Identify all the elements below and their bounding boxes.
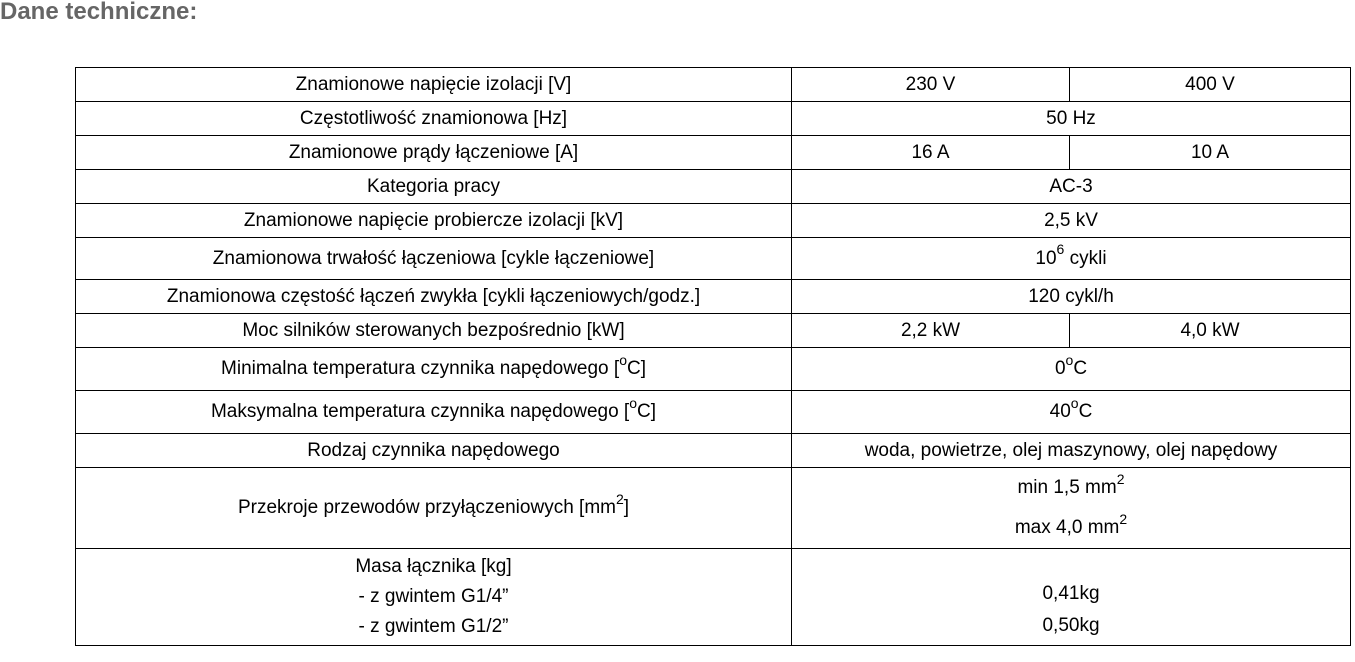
row-label bbox=[76, 391, 792, 434]
row-value: 4,0 kW bbox=[1070, 314, 1351, 348]
label-text: Przekroje przewodów przyłączeniowych [mm bbox=[237, 497, 616, 518]
value-superscript: o bbox=[1070, 394, 1079, 411]
row-value: 50 Hz bbox=[792, 102, 1351, 136]
table-row bbox=[76, 102, 1351, 136]
label-text: ] bbox=[623, 497, 630, 518]
row-value bbox=[792, 468, 1351, 549]
row-value: woda, powietrze, olej maszynowy, olej napędowy bbox=[792, 434, 1351, 468]
row-label: Znamionowe napięcie izolacji [V] bbox=[76, 68, 792, 102]
label-text: C] bbox=[637, 401, 657, 422]
row-label bbox=[76, 549, 792, 646]
table-row bbox=[76, 170, 1351, 204]
row-value bbox=[792, 549, 1351, 646]
row-value: 120 cykl/h bbox=[792, 280, 1351, 314]
table-row bbox=[76, 136, 1351, 170]
row-label: Rodzaj czynnika napędowego bbox=[76, 434, 792, 468]
table-row bbox=[76, 348, 1351, 391]
label-text: Minimalna temperatura czynnika napędowego [ bbox=[221, 358, 620, 379]
row-value bbox=[792, 238, 1351, 280]
row-label: Znamionowe napięcie probiercze izolacji [kV] bbox=[76, 204, 792, 238]
value-superscript: 2 bbox=[1119, 510, 1128, 527]
row-label: Kategoria pracy bbox=[76, 170, 792, 204]
value-max bbox=[796, 510, 1346, 539]
table-row bbox=[76, 280, 1351, 314]
label-superscript: o bbox=[619, 351, 627, 368]
row-value bbox=[792, 348, 1351, 391]
row-label: Znamionowa trwałość łączeniowa [cykle łączeniowe] bbox=[76, 238, 792, 280]
table-row bbox=[76, 549, 1351, 646]
row-label bbox=[76, 348, 792, 391]
technical-data-table bbox=[75, 67, 1351, 646]
row-value: 16 A bbox=[792, 136, 1070, 170]
table-row bbox=[76, 204, 1351, 238]
value-unit: cykli bbox=[1064, 247, 1107, 269]
row-value bbox=[792, 391, 1351, 434]
row-label: Częstotliwość znamionowa [Hz] bbox=[76, 102, 792, 136]
label-text: Maksymalna temperatura czynnika napędowego [ bbox=[210, 401, 630, 422]
value-base: 10 bbox=[1035, 247, 1057, 269]
label-superscript: 2 bbox=[615, 490, 624, 507]
mass-value-a: 0,41kg bbox=[1042, 583, 1100, 604]
row-value: 2,2 kW bbox=[792, 314, 1070, 348]
label-text: C] bbox=[626, 358, 646, 379]
value-base: max 4,0 mm bbox=[1014, 517, 1120, 538]
row-value: 400 V bbox=[1070, 68, 1351, 102]
row-label: Znamionowa częstość łączeń zwykła [cykli łączeniowych/godz.] bbox=[76, 280, 792, 314]
value-min bbox=[796, 470, 1346, 499]
row-value: 230 V bbox=[792, 68, 1070, 102]
row-value: 2,5 kV bbox=[792, 204, 1351, 238]
value-base: min 1,5 mm bbox=[1017, 477, 1117, 498]
table-row bbox=[76, 468, 1351, 549]
mass-title: Masa łącznika [kg] bbox=[355, 556, 512, 577]
value-superscript: 6 bbox=[1056, 241, 1065, 258]
value-superscript: o bbox=[1065, 351, 1074, 368]
row-value: AC-3 bbox=[792, 170, 1351, 204]
value-base: 0 bbox=[1054, 358, 1066, 379]
mass-values bbox=[796, 552, 1346, 642]
value-unit: C bbox=[1073, 358, 1088, 379]
table-row bbox=[76, 314, 1351, 348]
label-superscript: o bbox=[629, 394, 638, 411]
row-label: Znamionowe prądy łączeniowe [A] bbox=[76, 136, 792, 170]
value-superscript: 2 bbox=[1116, 470, 1125, 487]
mass-value-b: 0,50kg bbox=[1042, 615, 1100, 636]
table-row bbox=[76, 434, 1351, 468]
mass-variant-a: - z gwintem G1/4” bbox=[358, 586, 509, 607]
table-row bbox=[76, 68, 1351, 102]
section-heading: Dane techniczne: bbox=[0, 0, 198, 25]
value-base: 40 bbox=[1049, 401, 1071, 422]
row-label: Moc silników sterowanych bezpośrednio [kW] bbox=[76, 314, 792, 348]
table-row bbox=[76, 238, 1351, 280]
value-unit: C bbox=[1078, 401, 1093, 422]
mass-variant-b: - z gwintem G1/2” bbox=[358, 616, 509, 637]
row-value: 10 A bbox=[1070, 136, 1351, 170]
table-row bbox=[76, 391, 1351, 434]
row-label bbox=[76, 468, 792, 549]
